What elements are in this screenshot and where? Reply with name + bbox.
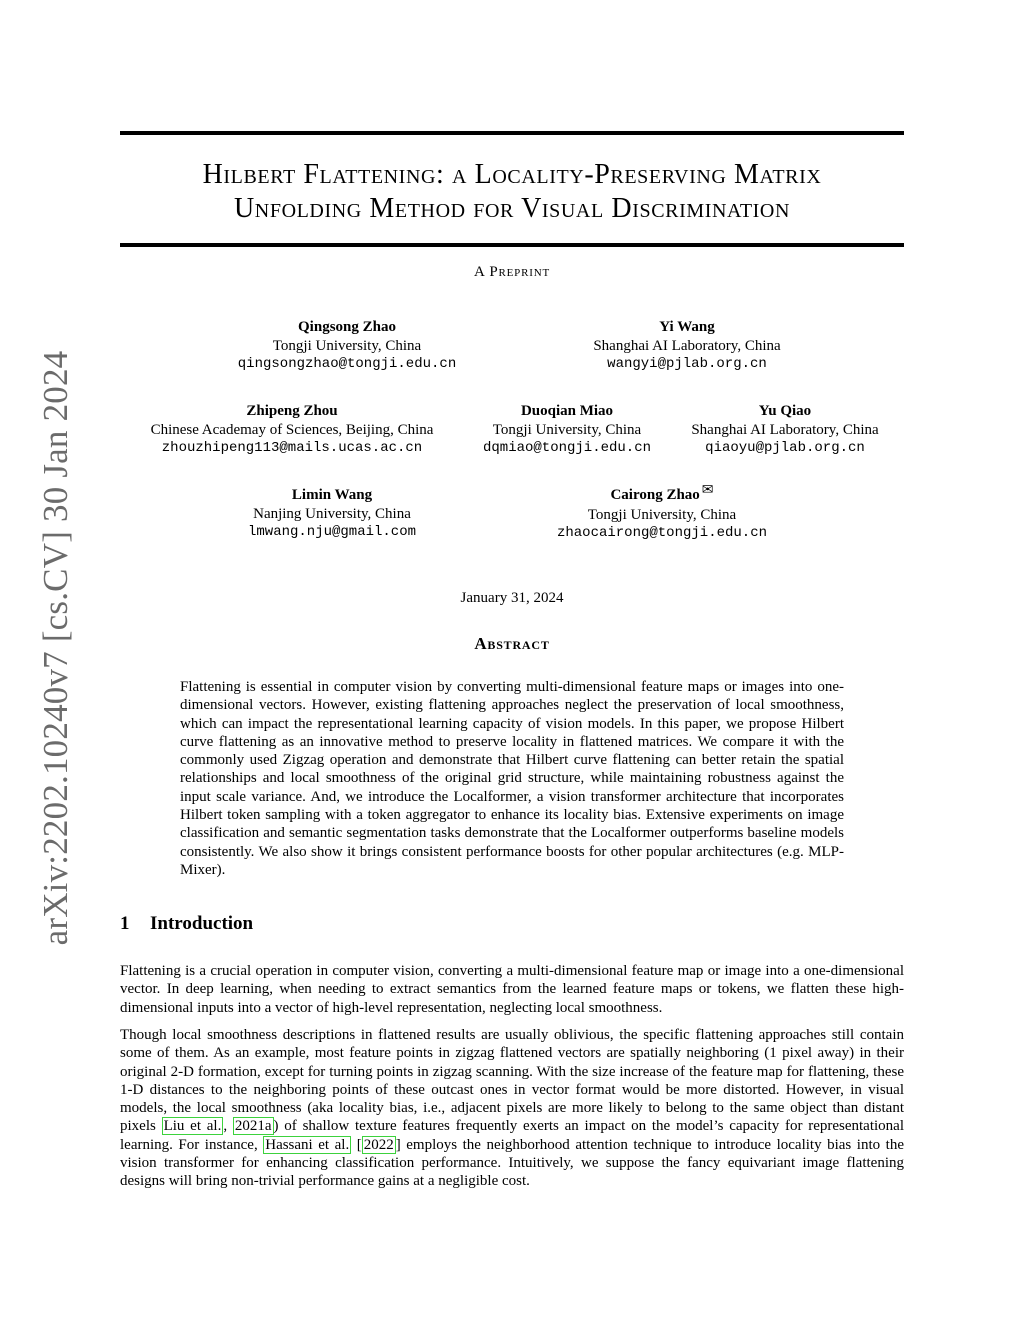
section-heading (120, 913, 253, 935)
author-affiliation: Shanghai AI Laboratory, China (691, 421, 879, 438)
author-block (232, 486, 432, 542)
author-affiliation: Tongji University, China (272, 337, 422, 354)
citation-link[interactable]: Hassani et al. (265, 1136, 350, 1153)
author-block (128, 402, 456, 458)
author-email: zhouzhipeng113@mails.ucas.ac.cn (161, 440, 423, 456)
author-name: Zhipeng Zhou (246, 403, 338, 419)
paragraph-text: ) of shallow texture features frequently exerts an impact on the model’s capacity for representational learning. For instance, (120, 1118, 904, 1153)
author-affiliation: Shanghai AI Laboratory, China (593, 337, 781, 354)
author-block (466, 402, 668, 458)
section-number: 1 (120, 913, 130, 934)
author-block (232, 318, 462, 374)
arxiv-identifier: arXiv:2202.10240v7 [cs.CV] 30 Jan 2024 (36, 350, 75, 946)
author-name: Duoqian Miao (520, 403, 614, 419)
paragraph-text: Though local smoothness descriptions in flattened results are usually oblivious, the specific flattening approaches still contain some of them. As an example, most feature points in zigzag flattened vectors are spatially neighboring (1 pixel away) in their original 2-D formation, except for turning points in zigzag scanning. With the size increase of the feature map for flattening, these 1-D distances to the neighboring points of these outcast ones in vector format would be more distorted. However, in visual models, the local smoothness (aka locality bias, i.e., adjacent pixels are more likely to belong to the same object than distant pixels (120, 1027, 904, 1135)
intro-paragraph-2: Though local smoothness descriptions in flattened results are usually oblivious, the specific flattening approaches still contain some of them. As an example, most feature points in zigzag flattened vectors are spatially neighboring (1 pixel away) in their original 2-D formation, except for turning points in zigzag scanning. With the size increase of the feature map for flattening, these 1-D distances to the neighboring points of these outcast ones in vector format would be more distorted. However, in visual models, the local smoothness (aka locality bias, i.e., adjacent pixels are more likely to belong to the same object than distant pixels Liu et al. , 2021a ) of shallow texture features frequently exerts an impact on the model’s capacity for representational learning. For instance, Hassani et al. [ 2022 ] employs the neighborhood attention technique to introduce locality bias into the vision transformer for enhancing classification performance. Intuitively, we suppose the fancy equivariant image flattening designs will bring non-trivial performance gains at a negligible cost. (120, 1027, 904, 1190)
author-name: Qingsong Zhao (298, 319, 396, 335)
preprint-label: A Preprint (474, 264, 550, 280)
author-name: Limin Wang (291, 487, 373, 503)
envelope-icon: ✉ (701, 483, 714, 498)
abstract-heading: Abstract (474, 634, 550, 653)
abstract-text: Flattening is essential in computer vision by converting multi-dimensional feature maps or images into one-dimensional vectors. However, existing flattening approaches neglect the preservation of local smoothness, which can impact the representational learning capacity of vision models. In this paper, we propose Hilbert curve flattening as an innovative method to preserve locality in flattened matrices. We compare it with the commonly used Zigzag operation and demonstrate that Hilbert curve flattening can better retain the spatial relationships and local smoothness of the original grid structure, while maintaining robustness against the input scale variance. And, we introduce the Localformer, a vision transformer architecture that incorporates Hilbert token sampling with a token aggregator to enhance its locality bias. Extensive experiments on image classification and semantic segmentation tasks demonstrate that the Localformer outperforms baseline models consistently. We also show it brings consistent performance boosts for other popular architectures (e.g. MLP-Mixer). (180, 679, 844, 878)
citation-link[interactable]: Liu et al. (163, 1118, 222, 1135)
author-email: wangyi@pjlab.org.cn (607, 356, 767, 372)
title-line-2: Unfolding Method for Visual Discrimination (233, 193, 791, 224)
author-email: qingsongzhao@tongji.edu.cn (237, 356, 457, 372)
author-email: qiaoyu@pjlab.org.cn (705, 440, 865, 456)
citation-separator: , (223, 1118, 233, 1135)
author-name: Yi Wang (659, 319, 715, 335)
author-affiliation: Tongji University, China (587, 506, 737, 523)
author-affiliation: Nanjing University, China (253, 505, 411, 522)
author-block (572, 318, 802, 374)
title-bottom-rule (120, 243, 904, 247)
author-block (552, 483, 772, 543)
author-email: dqmiao@tongji.edu.cn (482, 440, 652, 456)
intro-paragraph-1: Flattening is a crucial operation in computer vision, converting a multi-dimensional feature map or image into a one-dimensional vector. In deep learning, when needing to extract semantics from the learned feature maps or tokens, we flatten these high-dimensional inputs into a vector of high-level representation, neglecting local smoothness. (120, 963, 904, 1016)
paper-title (120, 158, 904, 226)
title-top-rule (120, 131, 904, 135)
author-email: lmwang.nju@gmail.com (247, 524, 417, 540)
citation-link[interactable]: 2022 (363, 1136, 394, 1153)
title-line-1: Hilbert Flattening: a Locality-Preserving Matrix (202, 159, 822, 190)
author-affiliation: Tongji University, China (492, 421, 642, 438)
author-email: zhaocairong@tongji.edu.cn (556, 525, 768, 541)
author-name: Yu Qiao (758, 403, 812, 419)
author-name-text: Cairong Zhao (610, 487, 700, 503)
publication-date: January 31, 2024 (460, 590, 564, 606)
citation-link[interactable]: 2021a (234, 1118, 272, 1135)
section-title: Introduction (150, 913, 254, 934)
author-affiliation: Chinese Academay of Sciences, Beijing, China (150, 421, 434, 438)
author-block (676, 402, 894, 458)
author-name (552, 483, 772, 506)
paragraph-text: employs the neighborhood attention technique to introduce locality bias into the vision transformer for enhancing classification performance. Intuitively, we suppose the fancy equivariant image flattening designs will bring non-trivial performance gains at a negligible cost. (120, 1136, 904, 1190)
